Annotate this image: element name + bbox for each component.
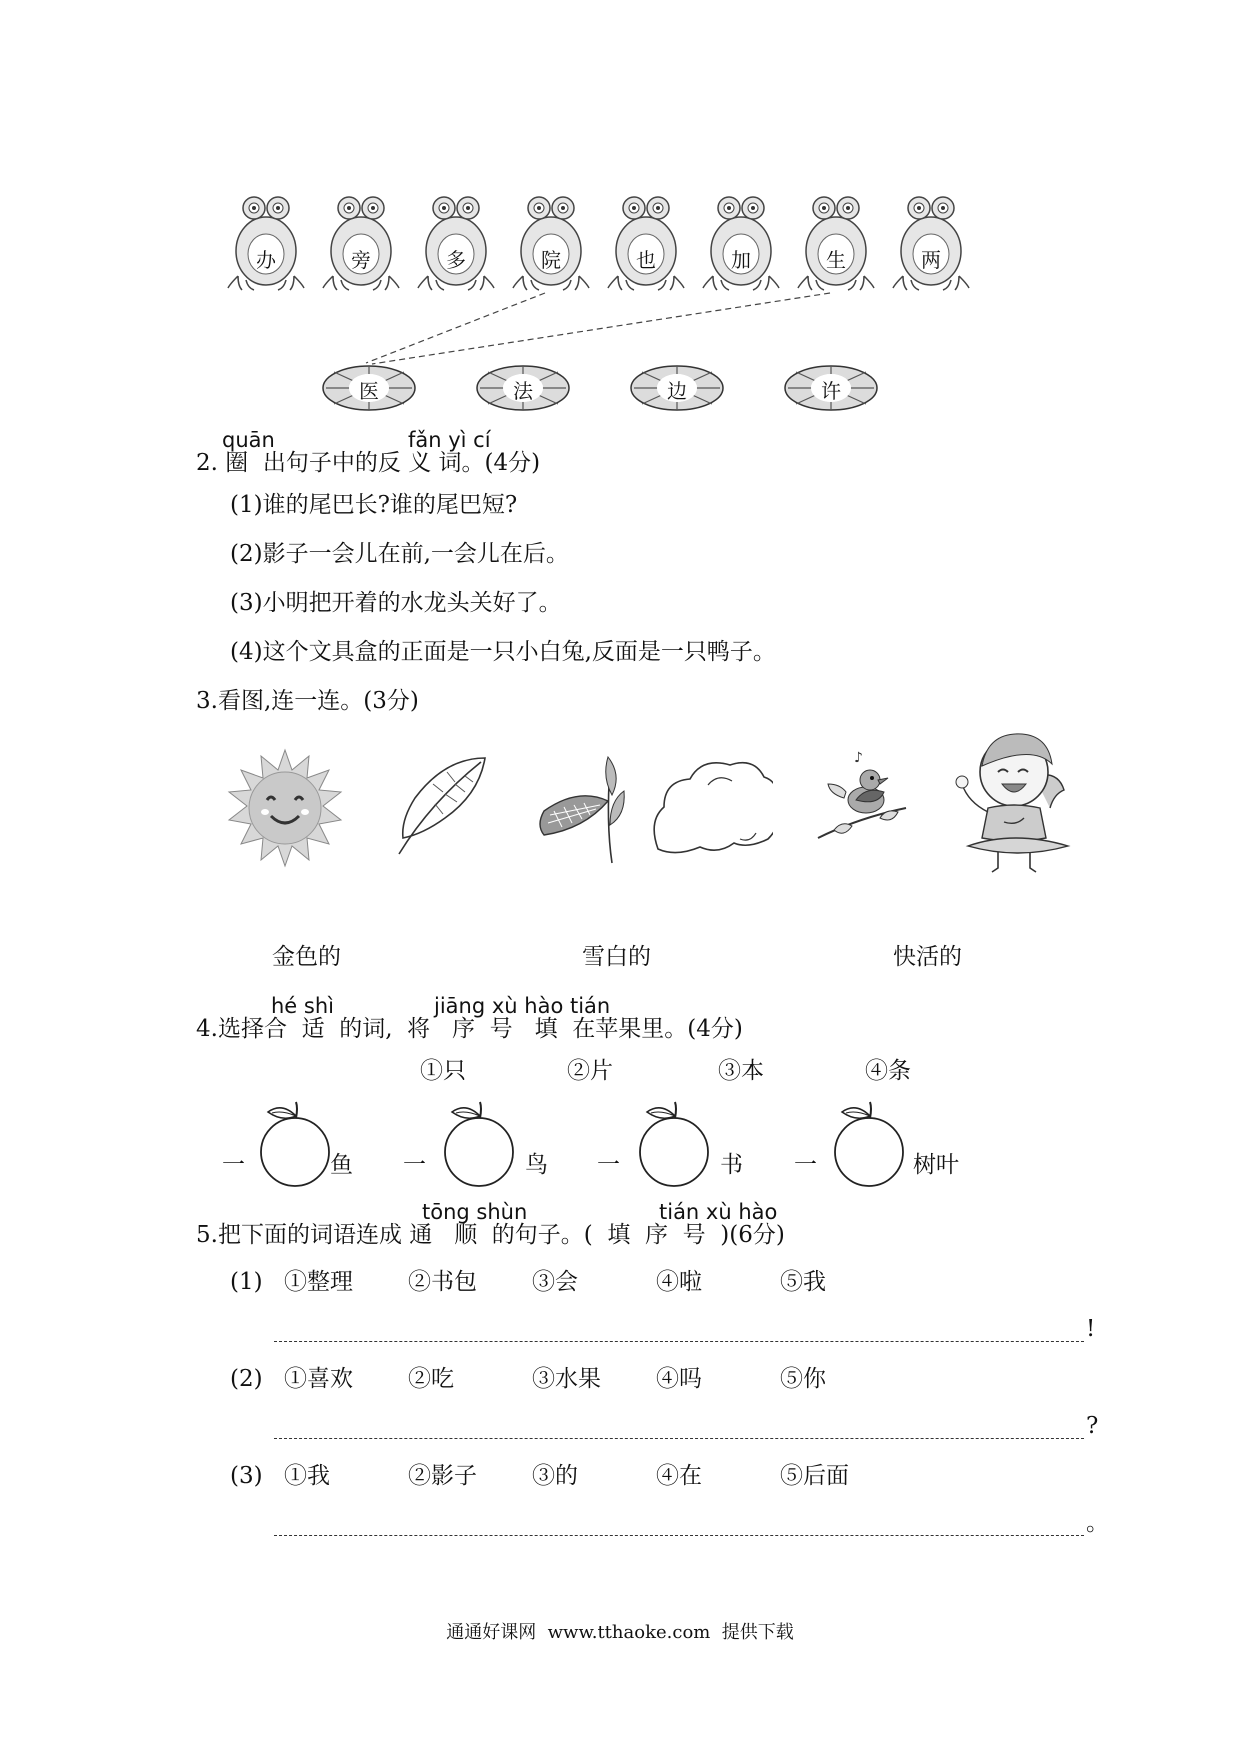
q4-noun-1: 鱼 (330, 1152, 353, 1178)
apple-icon (256, 1100, 334, 1190)
q4-prefix-3: 一 (597, 1152, 620, 1178)
apple-icon (440, 1100, 518, 1190)
q2-title: 2. 圈 出句子中的反 义 词。(4分) (196, 450, 541, 476)
q5-word: ①喜欢 (284, 1366, 353, 1392)
q4-prefix-2: 一 (403, 1152, 426, 1178)
answer-line-3[interactable] (274, 1534, 1084, 1536)
q5-title: 5.把下面的词语连成 通 顺 的句子。( 填 序 号 )(6分) (196, 1222, 785, 1248)
q3-title: 3.看图,连一连。(3分) (196, 688, 419, 714)
apple-icon (830, 1100, 908, 1190)
q5-word: ④啦 (656, 1269, 702, 1295)
frog-char: 旁 (351, 248, 371, 272)
q3-word-1: 金色的 (272, 944, 341, 970)
frog-char: 多 (446, 248, 466, 272)
q5-group-3-label: (3) (230, 1463, 263, 1489)
leaf-4[interactable] (782, 362, 880, 414)
q5-word: ③的 (532, 1463, 578, 1489)
q5-word: ⑤后面 (780, 1463, 849, 1489)
q2-pinyin-quan: quān (222, 428, 275, 452)
q5-word: ①整理 (284, 1269, 353, 1295)
q2-item-2: (2)影子一会儿在前,一会儿在后。 (230, 541, 569, 567)
cloud-icon[interactable] (648, 755, 773, 860)
frog-char: 也 (636, 248, 656, 272)
leaf-3[interactable] (628, 362, 726, 414)
q5-word: ⑤我 (780, 1269, 826, 1295)
bird-icon[interactable] (812, 740, 912, 852)
feather-icon[interactable] (385, 752, 495, 857)
answer-line-2[interactable] (274, 1437, 1084, 1439)
q5-word: ③水果 (532, 1366, 601, 1392)
q5-group-2-label: (2) (230, 1366, 263, 1392)
q5-word: ①我 (284, 1463, 330, 1489)
answer-line-1[interactable] (274, 1340, 1084, 1342)
q4-option-4: ④条 (865, 1058, 911, 1084)
q4-prefix-1: 一 (222, 1152, 245, 1178)
q4-noun-2: 鸟 (525, 1152, 548, 1178)
q4-pinyin-jiang: jiāng xù hào tián (434, 994, 611, 1018)
leaf-char: 医 (359, 379, 379, 403)
q4-title: 4.选择合 适 的词, 将 序 号 填 在苹果里。(4分) (196, 1016, 743, 1042)
q2-item-1: (1)谁的尾巴长?谁的尾巴短? (230, 492, 518, 518)
frog-char: 两 (921, 248, 941, 272)
q5-group-2-end: ? (1086, 1413, 1099, 1439)
frog-char: 加 (731, 248, 751, 272)
q5-word: ④在 (656, 1463, 702, 1489)
q4-option-3: ③本 (718, 1058, 764, 1084)
svg-text:♪: ♪ (854, 750, 863, 766)
q5-word: ②吃 (408, 1366, 454, 1392)
apple-icon (635, 1100, 713, 1190)
q3-word-3: 快活的 (893, 944, 962, 970)
page-footer: 通通好课网 www.tthaoke.com 提供下载 (446, 1622, 794, 1643)
q5-word: ②书包 (408, 1269, 477, 1295)
frog-char: 院 (541, 248, 561, 272)
apple-blank-4[interactable] (830, 1100, 908, 1190)
q5-word: ③会 (532, 1269, 578, 1295)
leaf-1[interactable] (320, 362, 418, 414)
q5-word: ④吗 (656, 1366, 702, 1392)
q5-pinyin-tianxuhao: tián xù hào (659, 1200, 778, 1224)
leaf-char: 法 (513, 379, 533, 403)
q5-word: ⑤你 (780, 1366, 826, 1392)
q5-word: ②影子 (408, 1463, 477, 1489)
q2-item-3: (3)小明把开着的水龙头关好了。 (230, 590, 562, 616)
q5-group-1-label: (1) (230, 1269, 263, 1295)
frog-char: 办 (256, 248, 276, 272)
q4-prefix-4: 一 (794, 1152, 817, 1178)
leaf-char: 许 (821, 379, 841, 403)
q5-pinyin-tongshun: tōng shùn (422, 1200, 528, 1224)
sun-icon[interactable] (225, 748, 345, 868)
frog-char: 生 (826, 248, 846, 272)
girl-icon[interactable] (948, 726, 1083, 876)
q5-group-3-end: 。 (1086, 1510, 1109, 1536)
q4-noun-4: 树叶 (913, 1152, 959, 1178)
apple-blank-2[interactable] (440, 1100, 518, 1190)
q2-pinyin-fanyici: fǎn yì cí (408, 428, 491, 452)
apple-blank-3[interactable] (635, 1100, 713, 1190)
rice-icon[interactable] (530, 755, 630, 865)
q4-pinyin-heshi: hé shì (271, 994, 334, 1018)
q4-option-2: ②片 (567, 1058, 613, 1084)
q5-group-1-end: ! (1086, 1316, 1096, 1342)
connection-lines (0, 0, 1240, 420)
q4-noun-3: 书 (720, 1152, 743, 1178)
leaf-char: 边 (667, 379, 687, 403)
leaf-2[interactable] (474, 362, 572, 414)
apple-blank-1[interactable] (256, 1100, 334, 1190)
q2-item-4: (4)这个文具盒的正面是一只小白兔,反面是一只鸭子。 (230, 639, 776, 665)
q3-word-2: 雪白的 (582, 944, 651, 970)
q4-option-1: ①只 (420, 1058, 466, 1084)
